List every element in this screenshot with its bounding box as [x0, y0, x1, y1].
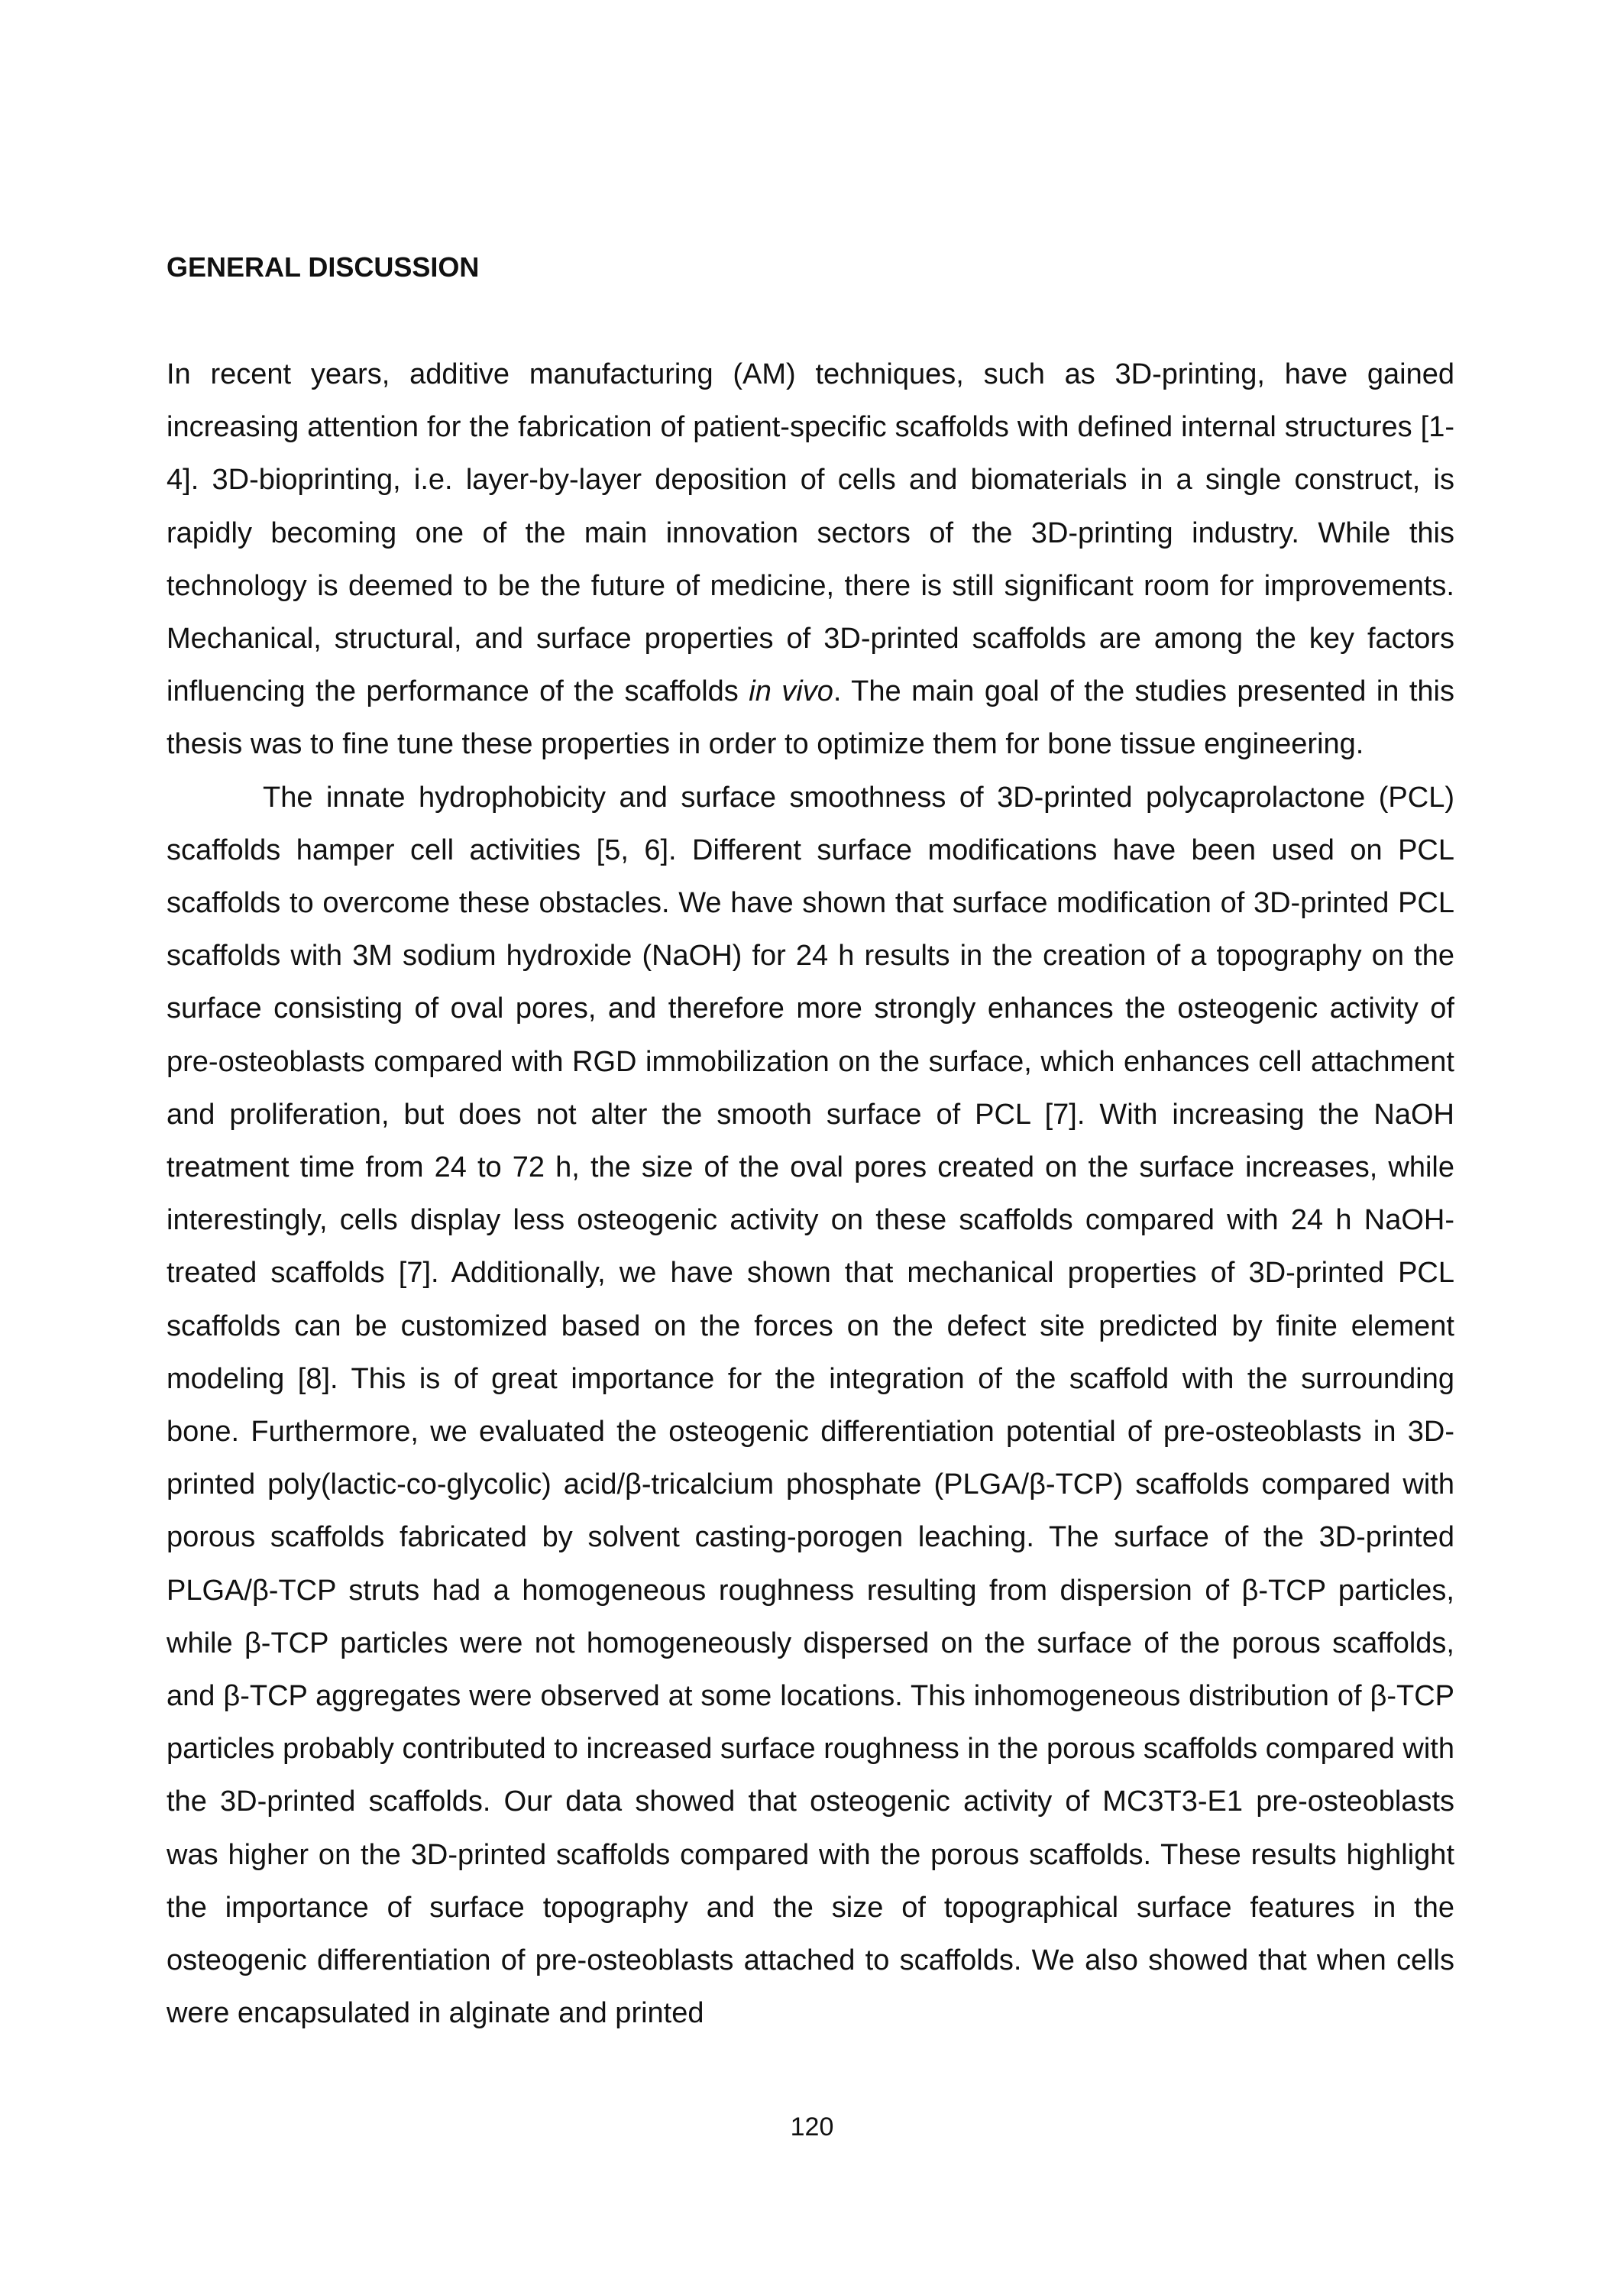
paragraph-2: The innate hydrophobicity and surface smoothness of 3D-printed polycaprolactone (PCL) scaffolds hamper cell activities [5, 6]. Different surface modifications have been used on PCL scaffolds to overcome these obstacles. We have shown that surface modification of 3D-printed PCL scaffolds with 3M sodium hydroxide (NaOH) for 24 h results in the creation of a topography on the surface consisting of oval pores, and therefore more strongly enhances the osteogenic activity of pre-osteoblasts compared with RGD immobilization on the surface, which enhances cell attachment and proliferation, but does not alter the smooth surface of PCL [7]. With increasing the NaOH treatment time from 24 to 72 h, the size of the oval pores created on the surface increases, while interestingly, cells display less osteogenic activity on these scaffolds compared with 24 h NaOH-treated scaffolds [7]. Additionally, we have shown that mechanical properties of 3D-printed PCL scaffolds can be customized based on the forces on the defect site predicted by finite element modeling [8]. This is of great importance for the integration of the scaffold with the surrounding bone. Furthermore, we evaluated the osteogenic differentiation potential of pre-osteoblasts in 3D-printed poly(lactic-co-glycolic) acid/β-tricalcium phosphate (PLGA/β-TCP) scaffolds compared with porous scaffolds fabricated by solvent casting-porogen leaching. The surface of the 3D-printed PLGA/β-TCP struts had a homogeneous roughness resulting from dispersion of β-TCP particles, while β-TCP particles were not homogeneously dispersed on the surface of the porous scaffolds, and β-TCP aggregates were observed at some locations. This inhomogeneous distribution of β-TCP particles probably contributed to increased surface roughness in the porous scaffolds compared with the 3D-printed scaffolds. Our data showed that osteogenic activity of MC3T3-E1 pre-osteoblasts was higher on the 3D-printed scaffolds compared with the porous scaffolds. These results highlight the importance of surface topography and the size of topographical surface features in the osteogenic differentiation of pre-osteoblasts attached to scaffolds. We also showed that when cells were encapsulated in alginate and printed [167, 781, 1454, 2030]
section-heading: GENERAL DISCUSSION [167, 251, 480, 283]
page-number: 120 [790, 2112, 834, 2141]
paragraph-1-italic: in vivo [749, 675, 833, 708]
body-text [167, 348, 1454, 2041]
paragraph-1 [167, 348, 1454, 772]
paragraph-1-text-b: . The main goal of the studies presented in this thesis was to fine tune these properties in order to optimize them for bone tissue engineering. [167, 675, 1454, 761]
paragraph-1-text-a: In recent years, additive manufacturing (AM) techniques, such as 3D-printing, have gained increasing attention for the fabrication of patient-specific scaffolds with defined internal structures [1-4]. 3D-bioprinting, i.e. layer-by-layer deposition of cells and biomaterials in a single construct, is rapidly becoming one of the main innovation sectors of the 3D-printing industry. While this technology is deemed to be the future of medicine, there is still significant room for improvements. Mechanical, structural, and surface properties of 3D-printed scaffolds are among the key factors influencing the performance of the scaffolds [167, 358, 1454, 708]
